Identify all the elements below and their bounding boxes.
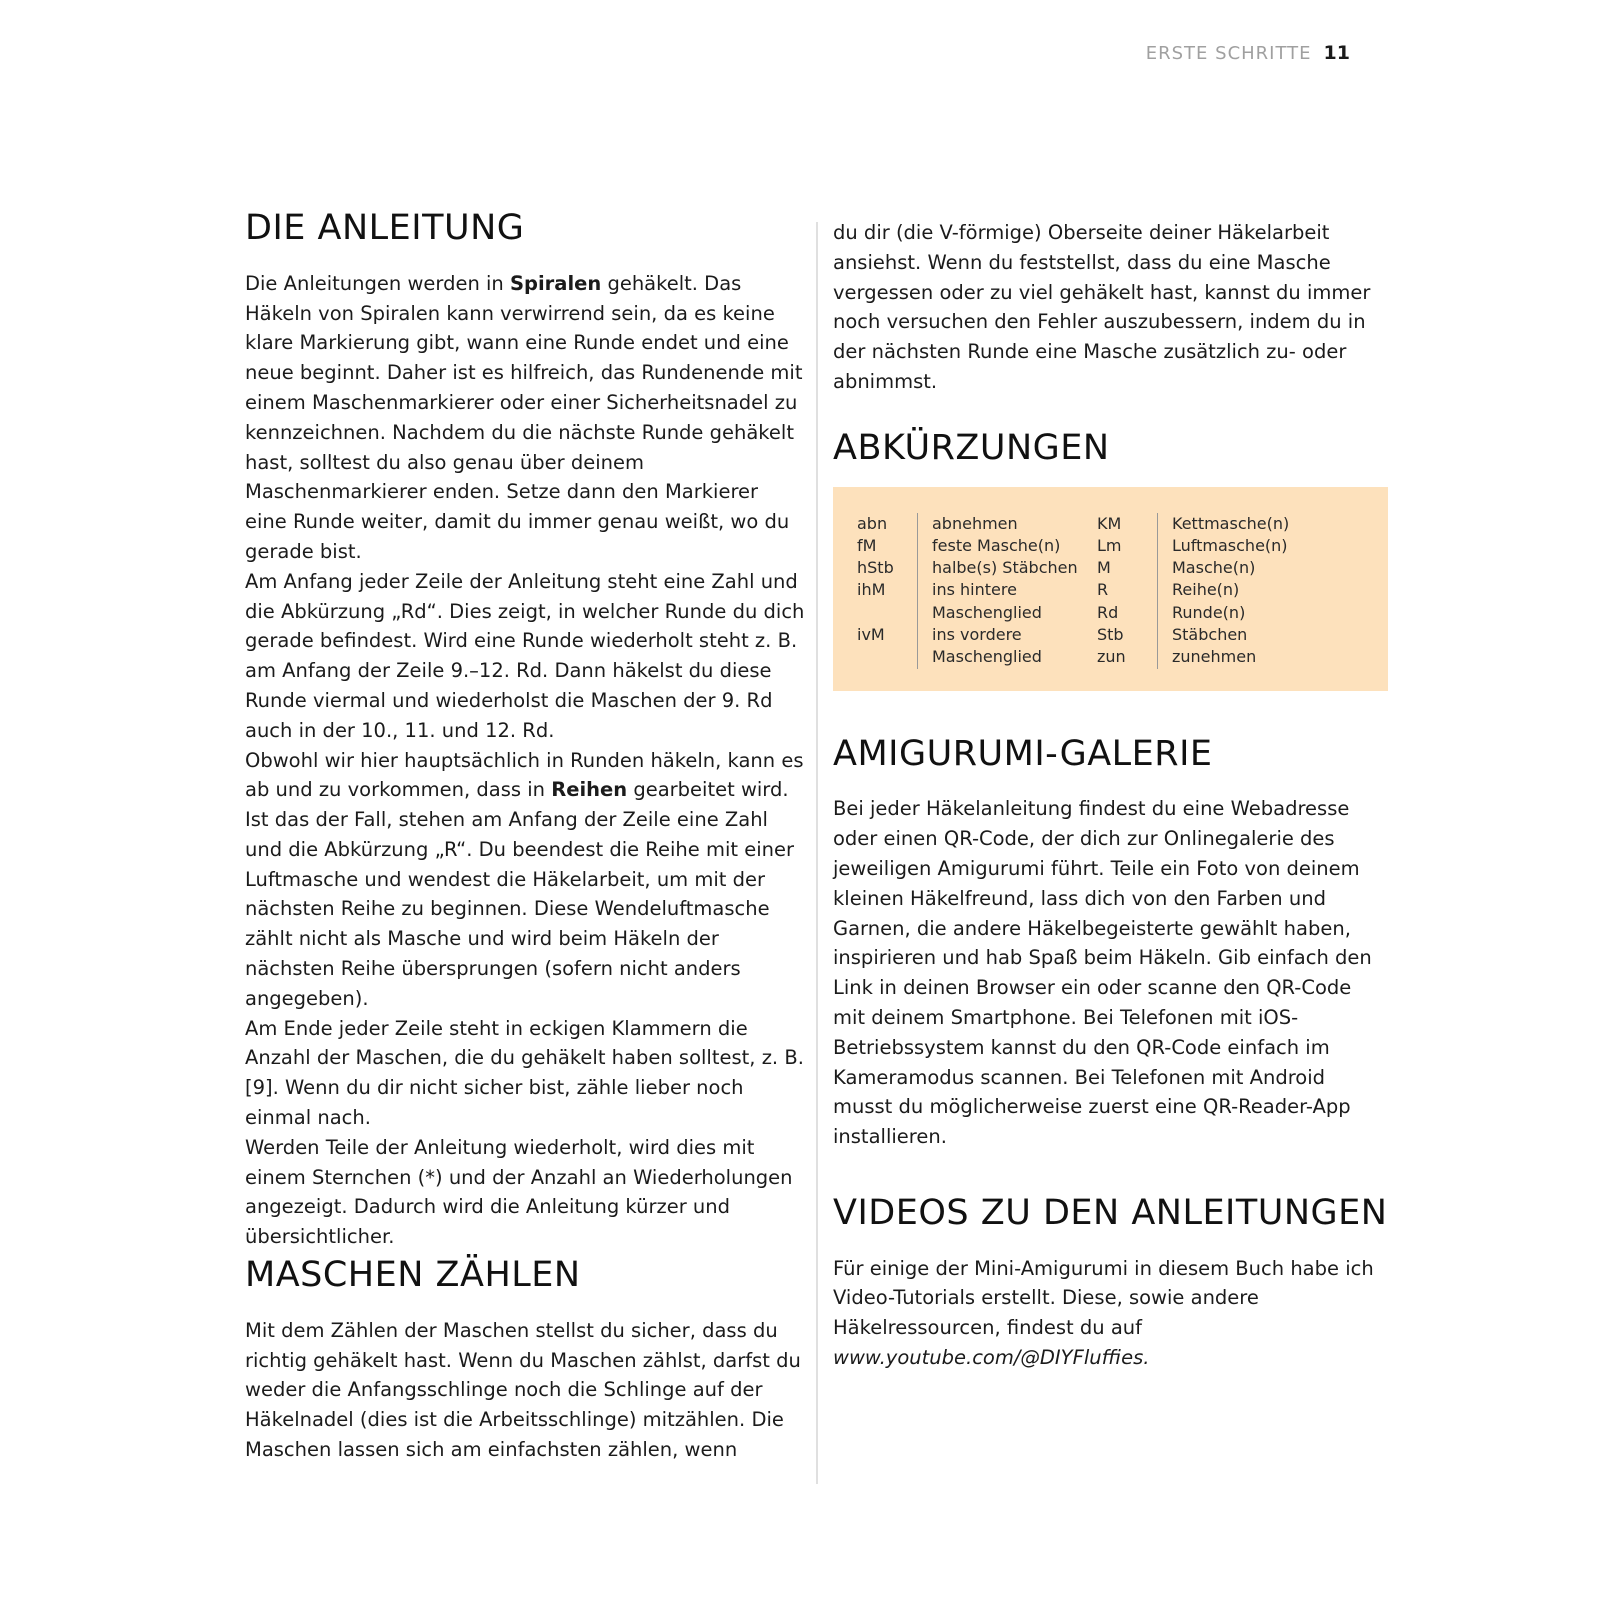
paragraph-maschen-zaehlen: Mit dem Zählen der Maschen stellst du sicher, dass du richtig gehäkelt hast. Wenn du Maschen zählst, darfst du weder die Anfangsschlinge noch die Schlinge auf der Häkelnadel (dies ist die Arbeitsschlinge) mitzählen. Die Maschen lassen sich am einfachsten zählen, wenn (245, 1318, 801, 1461)
abbr-col-left-values: abnehmen feste Masche(n) halbe(s) Stäbchen ins hintere Maschenglied ins vordere Maschenglied (917, 513, 1087, 669)
paragraph-reihen: Obwohl wir hier hauptsächlich in Runden häkeln, kann es ab und zu vorkommen, dass in Reihen gearbeitet wird. Ist das der Fall, stehen am Anfang der Zeile eine Zahl und die Abkürzung „R“. Du beendest die Reihe mit einer Luftmasche und wendest die Häkelarbeit, um mit der nächsten Reihe zu beginnen. Diese Wendeluftmasche zählt nicht als Masche und wird beim Häkeln der nächsten Reihe übersprungen (sofern nicht anders angegeben). (245, 748, 804, 1010)
heading-videos: VIDEOS ZU DEN ANLEITUNGEN (833, 1192, 1388, 1233)
heading-abkuerzungen: ABKÜRZUNGEN (833, 427, 1110, 468)
heading-die-anleitung: DIE ANLEITUNG (245, 208, 525, 248)
column-divider (816, 222, 818, 1484)
heading-maschen-zaehlen: MASCHEN ZÄHLEN (245, 1255, 581, 1296)
abbreviation-table (833, 487, 1388, 691)
paragraph-rd: Am Anfang jeder Zeile der Anleitung steht eine Zahl und die Abkürzung „Rd“. Dies zeigt, in welcher Runde du dich gerade befindest. Wird eine Runde wiederholt steht z. B. am Anfang der Zeile 9.–12. Rd. Dann häkelst du diese Runde viermal und wiederholst die Maschen der 9. Rd auch in der 10., 11. und 12. Rd. (245, 569, 805, 742)
heading-amigurumi-galerie: AMIGURUMI-GALERIE (833, 733, 1213, 774)
paragraph-klammern: Am Ende jeder Zeile steht in eckigen Klammern die Anzahl der Maschen, die du gehäkelt haben solltest, z. B. [9]. Wenn du dir nicht sicher bist, zähle lieber noch einmal nach. (245, 1016, 804, 1130)
abbr-col-right-keys: KM Lm M R Rd Stb zun (1097, 513, 1126, 667)
section-title: ERSTE SCHRITTE (1145, 43, 1312, 64)
youtube-link[interactable]: www.youtube.com/@DIYFluffies. (833, 1346, 1150, 1370)
abbr-col-left-keys: abn fM hStb ihM ivM (857, 513, 894, 645)
paragraph-galerie: Bei jeder Häkelanleitung findest du eine Webadresse oder einen QR-Code, der dich zur Onlinegalerie des jeweiligen Amigurumi führt. Teile ein Foto von deinem kleinen Häkelfreund, lass dich von den Farben und Garnen, die andere Häkelbegeisterte gewählt haben, inspirieren und hab Spaß beim Häkeln. Gib einfach den Link in deinen Browser ein oder scanne den QR-Code mit deinem Smartphone. Bei Telefonen mit iOS-Betriebssystem kannst du den QR-Code einfach im Kameramodus scannen. Bei Telefonen mit Android musst du möglicherweise zuerst eine QR-Reader-App installieren. (833, 797, 1372, 1149)
paragraph-spiralen: Die Anleitungen werden in Spiralen gehäkelt. Das Häkeln von Spiralen kann verwirrend sein, da es keine klare Markierung gibt, wann eine Runde endet und eine neue beginnt. Daher ist es hilfreich, das Rundenende mit einem Maschenmarkierer oder einer Sicherheitsnadel zu kennzeichnen. Nachdem du die nächste Runde gehäkelt hast, solltest du also genau über deinem Maschenmarkierer enden. Setze dann den Markierer eine Runde weiter, damit du immer genau weißt, wo du gerade bist. (245, 271, 803, 563)
page-number: 11 (1323, 42, 1350, 64)
abbr-col-right-values: Kettmasche(n) Luftmasche(n) Masche(n) Reihe(n) Runde(n) Stäbchen zunehmen (1157, 513, 1364, 669)
paragraph-sternchen: Werden Teile der Anleitung wiederholt, wird dies mit einem Sternchen (*) und der Anzahl an Wiederholungen angezeigt. Dadurch wird die Anleitung kürzer und übersichtlicher. (245, 1135, 793, 1249)
right-column (833, 205, 1388, 1373)
paragraph-continued: du dir (die V-förmige) Oberseite deiner Häkelarbeit ansiehst. Wenn du feststellst, dass du eine Masche vergessen oder zu viel gehäkelt hast, kannst du immer noch versuchen den Fehler auszubessern, indem du in der nächsten Runde eine Masche zusätzlich zu- oder abnimmst. (833, 221, 1371, 393)
paragraph-videos: Für einige der Mini-Amigurumi in diesem Buch habe ich Video-Tutorials erstellt. Diese, sowie andere Häkelressourcen, findest du auf (833, 1256, 1374, 1340)
left-column (245, 205, 805, 1465)
running-head (1146, 42, 1350, 64)
